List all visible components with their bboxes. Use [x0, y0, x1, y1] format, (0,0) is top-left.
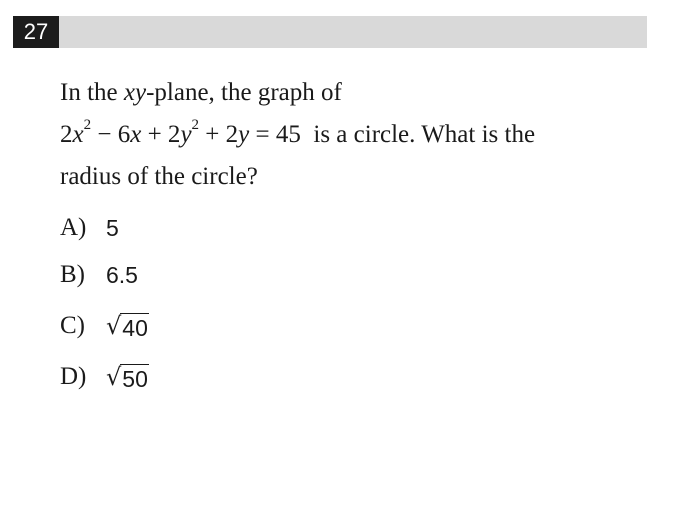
eq-term: + 2 [141, 121, 181, 148]
stem-text: -plane, the graph of [146, 79, 342, 106]
choice-letter: B) [60, 261, 85, 288]
stem-variable: xy [123, 79, 147, 106]
square-root [106, 312, 149, 340]
choice-letter: A) [60, 214, 87, 241]
choice-c[interactable] [60, 300, 149, 352]
eq-exponent: 2 [83, 116, 92, 133]
choice-letter: D) [60, 363, 87, 390]
eq-var: x [130, 121, 142, 148]
eq-term: + 2 [199, 121, 239, 148]
choice-letter: C) [60, 312, 85, 339]
eq-term: − 6 [91, 121, 131, 148]
stem-line-1 [60, 72, 660, 114]
choice-value: 50 [122, 366, 148, 392]
choice-b[interactable] [60, 250, 149, 300]
stem-line-3: radius of the circle? [60, 163, 258, 190]
radical-sign-icon: √ [106, 363, 122, 391]
question-number: 27 [13, 16, 59, 48]
choice-d[interactable] [60, 352, 149, 402]
eq-var: y [238, 121, 250, 148]
eq-coef: 2 [60, 121, 73, 148]
question-header-bar [13, 16, 647, 48]
choice-value: 5 [106, 214, 119, 241]
choice-a[interactable] [60, 206, 149, 250]
choice-value: 6.5 [106, 261, 138, 288]
eq-var: y [180, 121, 192, 148]
stem-text: is a circle. What is the [313, 121, 536, 148]
radical-sign-icon: √ [106, 312, 122, 340]
eq-rhs: = 45 [249, 121, 301, 148]
eq-var: x [72, 121, 84, 148]
circle-equation [60, 116, 301, 148]
eq-exponent: 2 [191, 116, 200, 133]
answer-choices [60, 206, 149, 402]
choice-value: 40 [122, 315, 148, 341]
square-root [106, 363, 149, 391]
stem-text: In the [60, 79, 124, 106]
question-stem [60, 72, 660, 198]
stem-line-2 [60, 114, 660, 156]
